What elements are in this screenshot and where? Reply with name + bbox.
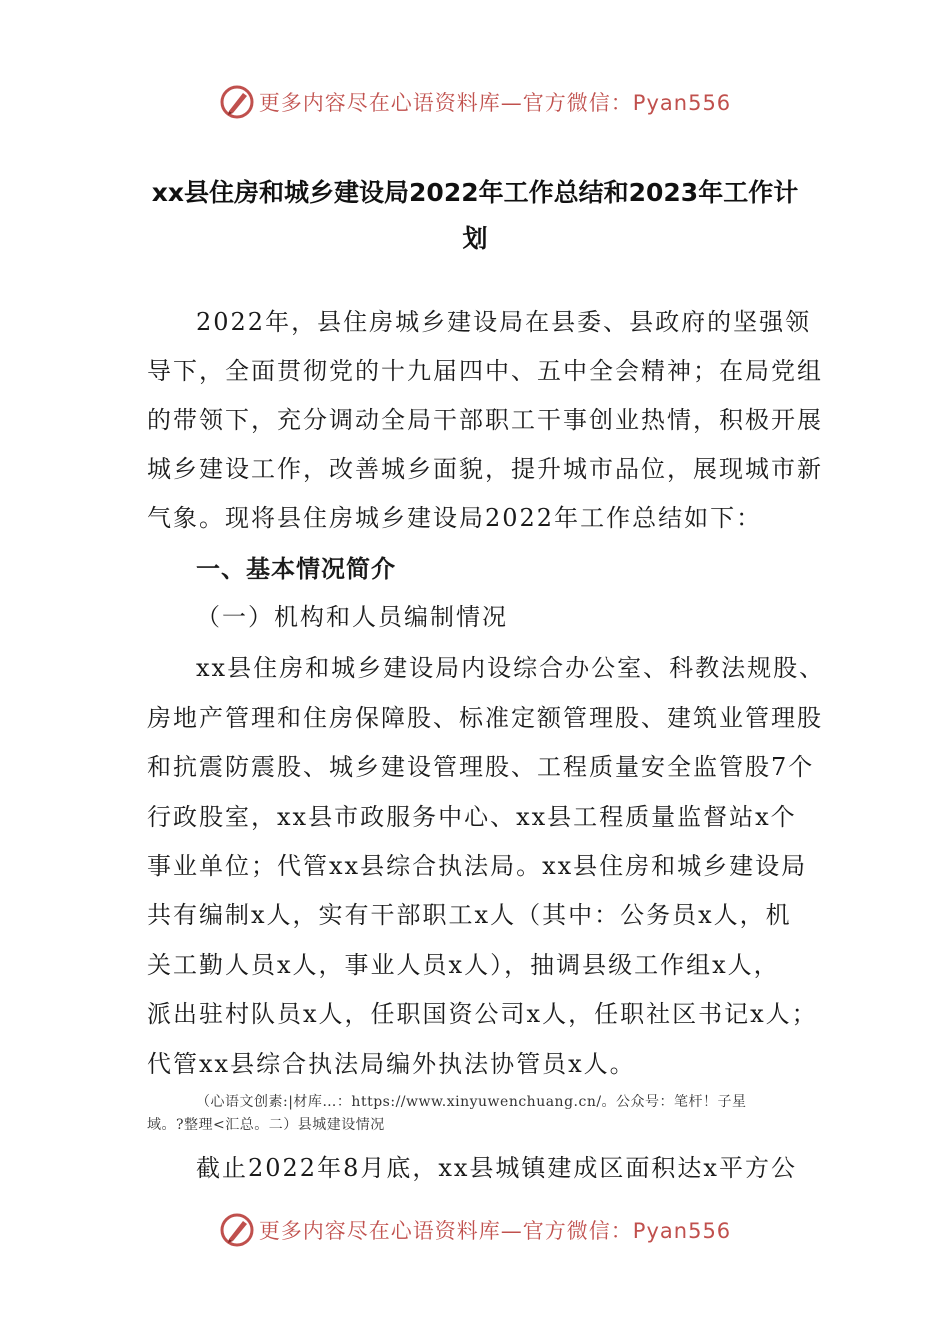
watermark-text: 更多内容尽在心语资料库—官方微信：Pyan556 [258, 91, 732, 115]
watermark-banner-top [0, 82, 950, 122]
title-line-1: xx县住房和城乡建设局2022年工作总结和2023年工作计 [151, 178, 799, 207]
watermark-text: 更多内容尽在心语资料库—官方微信：Pyan556 [258, 1219, 732, 1243]
watermark-banner-bottom [0, 1210, 950, 1250]
paragraph-line: 截止2022年8月底，xx县城镇建成区面积达x平方公 [196, 1154, 797, 1182]
paragraph-line: 关工勤人员x人，事业人员x人），抽调县级工作组x人， [147, 951, 780, 979]
paragraph-line: 共有编制x人，实有干部职工x人（其中：公务员x人，机 [147, 901, 792, 929]
title-line-2: 划 [462, 224, 488, 253]
document-title [150, 170, 800, 262]
source-note: （心语文创素:|材库…：https://www.xinyuwenchuang.cn/。公众号：笔杆！子星 [196, 1094, 747, 1110]
subsection-heading: （一）机构和人员编制情况 [196, 603, 508, 631]
paragraph-line: 代管xx县综合执法局编外执法协管员x人。 [147, 1050, 636, 1078]
paragraph-line: 房地产管理和住房保障股、标准定额管理股、建筑业管理股 [147, 704, 823, 732]
section-heading: 一、基本情况简介 [196, 555, 396, 583]
paragraph-line: 和抗震防震股、城乡建设管理股、工程质量安全监管股7个 [147, 753, 815, 781]
pen-logo-icon [219, 84, 255, 120]
paragraph-line: 气象。现将县住房城乡建设局2022年工作总结如下： [147, 504, 763, 532]
paragraph-line: 导下，全面贯彻党的十九届四中、五中全会精神；在局党组 [147, 357, 823, 385]
paragraph-line: 2022年，县住房城乡建设局在县委、县政府的坚强领 [196, 308, 812, 336]
source-note: 域。?整理<汇总。二）县城建设情况 [147, 1117, 385, 1133]
paragraph-line: 的带领下，充分调动全局干部职工干事创业热情，积极开展 [147, 406, 823, 434]
paragraph-line: 派出驻村队员x人，任职国资公司x人，任职社区书记x人； [147, 1000, 818, 1028]
paragraph-line: 城乡建设工作，改善城乡面貌，提升城市品位，展现城市新 [147, 455, 823, 483]
paragraph-line: xx县住房和城乡建设局内设综合办公室、科教法规股、 [196, 654, 826, 682]
paragraph-line: 事业单位；代管xx县综合执法局。xx县住房和城乡建设局 [147, 852, 808, 880]
pen-logo-icon [219, 1212, 255, 1248]
paragraph-line: 行政股室，xx县市政服务中心、xx县工程质量监督站x个 [147, 803, 797, 831]
